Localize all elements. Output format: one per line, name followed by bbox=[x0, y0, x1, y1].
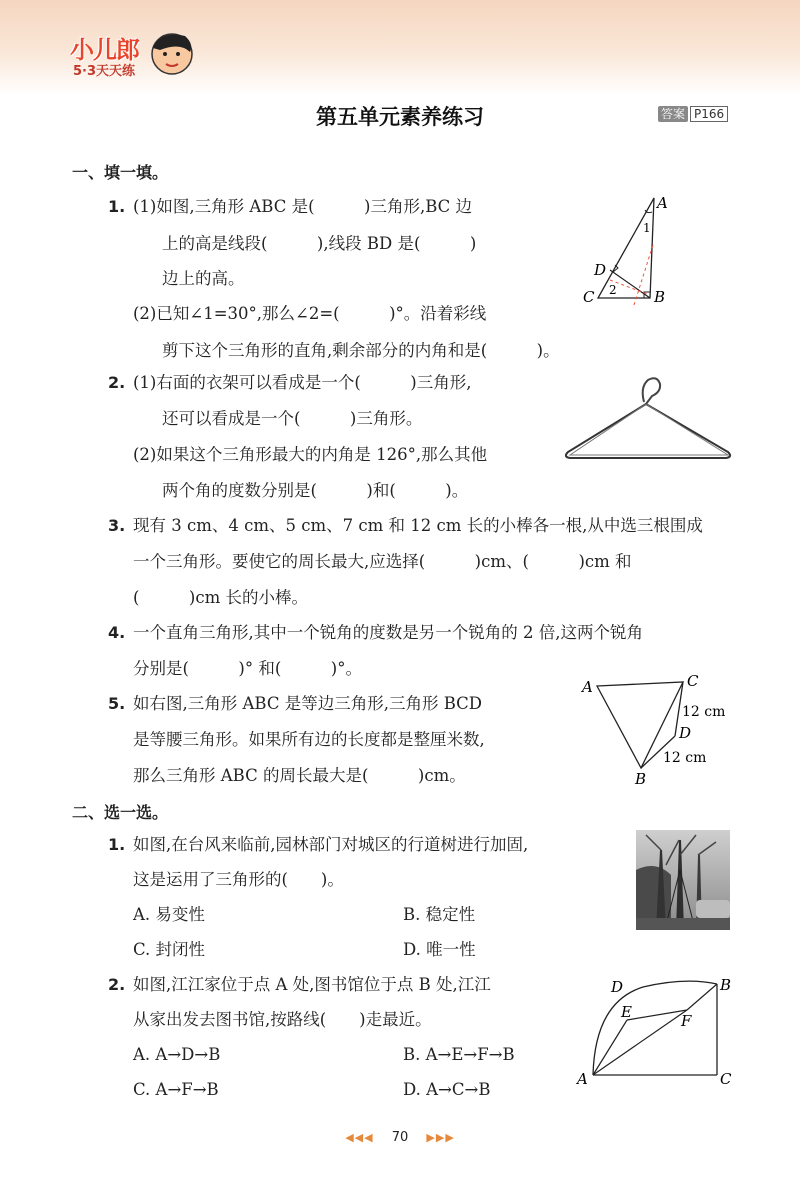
prev-arrows-icon: ◀◀◀ bbox=[345, 1131, 374, 1144]
fig-c2-label-e: E bbox=[621, 1003, 632, 1021]
q5-number: 5. bbox=[108, 694, 126, 713]
c1-option-c[interactable]: C. 封闭性 bbox=[133, 940, 206, 959]
c1-option-d[interactable]: D. 唯一性 bbox=[403, 940, 476, 959]
q2-line3: (2)如果这个三角形最大的内角是 126°,那么其他 bbox=[133, 445, 488, 464]
c2-option-d[interactable]: D. A→C→B bbox=[403, 1080, 491, 1099]
c1-number: 1. bbox=[108, 835, 126, 854]
section-fill-title: 一、填一填。 bbox=[72, 163, 169, 182]
tree-photo bbox=[636, 830, 730, 930]
c1-option-b[interactable]: B. 稳定性 bbox=[403, 905, 476, 924]
q5-line1: 如右图,三角形 ABC 是等边三角形,三角形 BCD bbox=[133, 694, 482, 713]
page-number: 70 bbox=[391, 1130, 409, 1145]
fig1-angle-2: 2 bbox=[609, 283, 617, 297]
q2-line1: (1)右面的衣架可以看成是一个( )三角形, bbox=[133, 373, 472, 392]
hanger-figure bbox=[560, 372, 740, 467]
q2-line2: 还可以看成是一个( )三角形。 bbox=[162, 409, 423, 428]
fig1-label-b: B bbox=[654, 288, 666, 306]
fig5-label-d: D bbox=[679, 724, 692, 742]
c1-option-a[interactable]: A. 易变性 bbox=[133, 905, 205, 924]
fig-c2-label-a: A bbox=[577, 1070, 588, 1088]
next-arrows-icon: ▶▶▶ bbox=[426, 1131, 455, 1144]
answer-ref bbox=[658, 105, 728, 122]
fig1-label-d: D bbox=[594, 261, 607, 279]
q2-number: 2. bbox=[108, 373, 126, 392]
q1-line5: 剪下这个三角形的直角,剩余部分的内角和是( )。 bbox=[162, 341, 560, 360]
fig1-angle-1: 1 bbox=[643, 221, 651, 235]
c2-number: 2. bbox=[108, 975, 126, 994]
brand-name: 小儿郎 bbox=[70, 36, 139, 64]
page-footer bbox=[0, 1130, 800, 1145]
fig5-label-a: A bbox=[582, 678, 593, 696]
q4-number: 4. bbox=[108, 623, 126, 642]
q1-line4: (2)已知∠1=30°,那么∠2=( )°。沿着彩线 bbox=[133, 304, 487, 323]
fig5-length-cd: 12 cm bbox=[682, 704, 726, 720]
q4-line2: 分别是( )° 和( )°。 bbox=[133, 659, 362, 678]
brand-sub: 5·3天天练 bbox=[73, 64, 136, 79]
fig5-length-db: 12 cm bbox=[663, 750, 707, 766]
fig1-label-a: A bbox=[657, 194, 668, 212]
q1-line2: 上的高是线段( ),线段 BD 是( ) bbox=[162, 234, 477, 253]
answer-tag: 答案 bbox=[658, 106, 688, 122]
fig-c2-label-b: B bbox=[720, 976, 732, 994]
q3-line1: 现有 3 cm、4 cm、5 cm、7 cm 和 12 cm 长的小棒各一根,从中选三根围成 bbox=[133, 516, 703, 535]
fig-c2-label-c: C bbox=[720, 1070, 732, 1088]
c2-option-b[interactable]: B. A→E→F→B bbox=[403, 1045, 515, 1064]
q3-number: 3. bbox=[108, 516, 126, 535]
page-title: 第五单元素养练习 bbox=[316, 105, 484, 129]
c2-option-a[interactable]: A. A→D→B bbox=[133, 1045, 221, 1064]
q5-line3: 那么三角形 ABC 的周长最大是( )cm。 bbox=[133, 766, 466, 785]
c1-line2: 这是运用了三角形的( )。 bbox=[133, 870, 344, 889]
q4-line1: 一个直角三角形,其中一个锐角的度数是另一个锐角的 2 倍,这两个锐角 bbox=[133, 623, 643, 642]
answer-page: P166 bbox=[690, 106, 728, 122]
c2-option-c[interactable]: C. A→F→B bbox=[133, 1080, 219, 1099]
equilateral-figure bbox=[575, 672, 745, 787]
fig1-label-c: C bbox=[583, 288, 595, 306]
fig5-label-c: C bbox=[687, 672, 699, 690]
fig5-label-b: B bbox=[635, 770, 647, 787]
q5-line2: 是等腰三角形。如果所有边的长度都是整厘米数, bbox=[133, 730, 485, 749]
q1-line1: (1)如图,三角形 ABC 是( )三角形,BC 边 bbox=[133, 197, 472, 216]
c2-line1: 如图,江江家位于点 A 处,图书馆位于点 B 处,江江 bbox=[133, 975, 491, 994]
q3-line2: 一个三角形。要使它的周长最大,应选择( )cm、( )cm 和 bbox=[133, 552, 632, 571]
q1-line3: 边上的高。 bbox=[162, 269, 245, 288]
section-choice-title: 二、选一选。 bbox=[72, 803, 169, 822]
q1-number: 1. bbox=[108, 197, 126, 216]
q3-line3: ( )cm 长的小棒。 bbox=[133, 588, 309, 607]
fig-c2-label-d: D bbox=[611, 978, 624, 996]
right-triangle-figure bbox=[575, 190, 685, 310]
q2-line4: 两个角的度数分别是( )和( )。 bbox=[162, 481, 469, 500]
fig-c2-label-f: F bbox=[681, 1012, 692, 1030]
c2-line2: 从家出发去图书馆,按路线( )走最近。 bbox=[133, 1010, 432, 1029]
c1-line1: 如图,在台风来临前,园林部门对城区的行道树进行加固, bbox=[133, 835, 529, 854]
route-figure bbox=[575, 972, 740, 1090]
